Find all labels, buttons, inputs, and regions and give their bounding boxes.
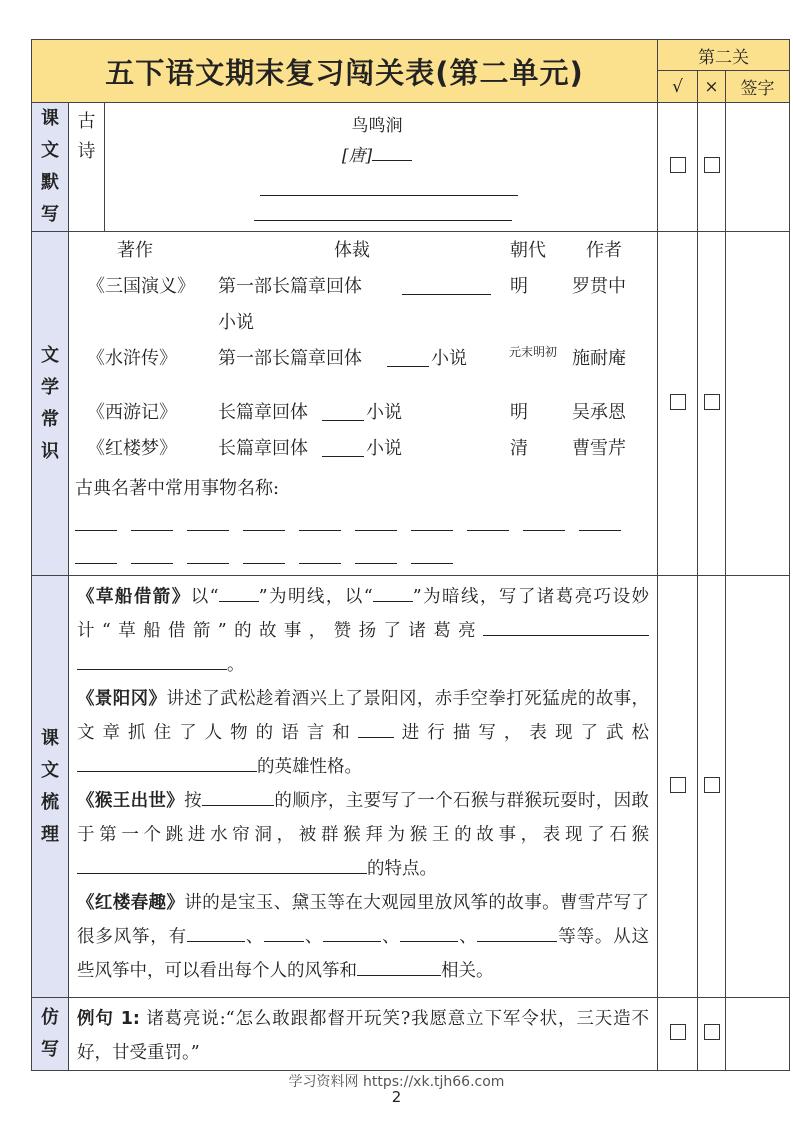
review-paragraph-2: 《景阳冈》讲述了武松趁着酒兴上了景阳冈，赤手空拳打死猛虎的故事，文章抓住了人物的语言和 进行描写，表现了武松的英雄性格。 (77, 689, 650, 777)
book-genre: 第一部长篇章回体 (218, 276, 362, 297)
genre-blank[interactable] (402, 294, 491, 295)
name-blank[interactable] (187, 530, 229, 531)
literature-knowledge-area (69, 232, 658, 576)
fill-blank[interactable] (357, 956, 427, 976)
check-cell[interactable] (658, 998, 698, 1071)
lesson-title: 《草船借箭》 (77, 587, 191, 607)
cross-box[interactable] (704, 394, 720, 410)
book-dynasty: 元末明初 (509, 345, 558, 359)
fill-blank[interactable] (373, 582, 413, 602)
cross-cell[interactable] (698, 576, 726, 998)
sign-column-header: 签字 (726, 71, 790, 103)
section-label-literature: 文 学 常 识 (32, 232, 69, 576)
fill-blank[interactable] (187, 922, 245, 942)
name-blank[interactable] (75, 530, 117, 531)
fill-blank[interactable] (202, 786, 274, 806)
sign-cell[interactable] (726, 576, 790, 998)
pass-label: 第二关 (658, 40, 790, 71)
name-blank[interactable] (523, 530, 565, 531)
imitation-area (69, 998, 658, 1071)
fill-blank[interactable] (264, 922, 304, 942)
section-label-dictation: 课 文 默 写 (32, 103, 69, 232)
check-box[interactable] (670, 1024, 686, 1040)
check-box[interactable] (670, 394, 686, 410)
book-author: 吴承恩 (572, 402, 626, 423)
book-dynasty: 清 (510, 438, 528, 459)
sign-cell[interactable] (726, 998, 790, 1071)
book-genre-suffix: 小说 (431, 348, 467, 369)
check-box[interactable] (670, 157, 686, 173)
check-column-header: √ (658, 71, 698, 103)
genre-blank[interactable] (322, 420, 364, 421)
cross-column-header: × (698, 71, 726, 103)
book-genre: 长篇章回体 (218, 402, 308, 423)
book-genre-suffix: 小说 (366, 438, 402, 459)
lesson-title: 《猴王出世》 (77, 791, 185, 811)
fill-blank[interactable] (477, 922, 557, 942)
fill-blank[interactable] (77, 650, 227, 670)
page-number: 2 (391, 1088, 402, 1106)
header-dynasty: 朝代 (510, 240, 546, 261)
sign-cell[interactable] (726, 232, 790, 576)
review-paragraph-3: 《猴王出世》按 的顺序，主要写了一个石猴与群猴玩耍时，因敢于第一个跳进水帘洞，被群猴拜为猴王的故事，表现了石猴的特点。 (77, 784, 649, 886)
review-table (31, 39, 790, 1071)
book-dynasty: 明 (510, 402, 528, 423)
name-blank[interactable] (355, 563, 397, 564)
book-title: 《三国演义》 (87, 276, 195, 297)
review-paragraph-4: 《红楼春趣》讲的是宝玉、黛玉等在大观园里放风筝的故事。曹雪芹写了很多风筝，有 、 、 、 、 等等。从这些风筝中，可以看出每个人的风筝和 相关。 (77, 893, 650, 981)
book-genre-cont: 小说 (218, 312, 254, 333)
cross-cell[interactable] (698, 232, 726, 576)
name-blank[interactable] (355, 530, 397, 531)
book-dynasty: 明 (510, 276, 528, 297)
fill-blank[interactable] (77, 854, 367, 874)
lesson-title: 《景阳冈》 (77, 689, 167, 709)
genre-blank[interactable] (322, 456, 364, 457)
fill-blank[interactable] (427, 956, 441, 976)
cross-cell[interactable] (698, 103, 726, 232)
name-blank[interactable] (243, 530, 285, 531)
poem-line-blank[interactable] (260, 171, 518, 196)
text-review-area (69, 576, 658, 998)
fill-blank[interactable] (400, 922, 458, 942)
footer-website: 学习资料网 https://xk.tjh66.com (288, 1074, 505, 1090)
cross-cell[interactable] (698, 998, 726, 1071)
poem-title: 鸟鸣涧 (351, 116, 403, 136)
name-blank[interactable] (299, 530, 341, 531)
fill-blank[interactable] (358, 718, 394, 738)
fill-blank[interactable] (77, 752, 257, 772)
header-genre: 体裁 (334, 240, 370, 261)
name-blank[interactable] (411, 563, 453, 564)
cross-box[interactable] (704, 157, 720, 173)
book-genre-suffix: 小说 (366, 402, 402, 423)
poem-author: [唐] (341, 146, 373, 166)
name-blank[interactable] (131, 563, 173, 564)
name-blank[interactable] (411, 530, 453, 531)
book-author: 曹雪芹 (572, 438, 626, 459)
example-label: 例句 1: (77, 1009, 140, 1029)
book-title: 《西游记》 (87, 402, 177, 423)
book-title: 《红楼梦》 (87, 438, 177, 459)
check-cell[interactable] (658, 576, 698, 998)
check-cell[interactable] (658, 103, 698, 232)
poem-line-blank[interactable] (254, 196, 512, 221)
book-genre: 长篇章回体 (218, 438, 308, 459)
name-blank[interactable] (299, 563, 341, 564)
review-paragraph-1: 《草船借箭》以“ ”为明线，以“ ”为暗线，写了诸葛亮巧设妙计“草船借箭”的故事，赞扬了诸葛亮。 (77, 580, 649, 682)
name-blank[interactable] (75, 563, 117, 564)
genre-blank[interactable] (387, 366, 429, 367)
name-blank[interactable] (187, 563, 229, 564)
name-blank[interactable] (579, 530, 621, 531)
book-author: 施耐庵 (572, 348, 626, 369)
page-title: 五下语文期末复习闯关表(第二单元) (32, 40, 658, 103)
header-book: 著作 (117, 240, 153, 261)
section-label-review: 课 文 梳 理 (32, 576, 69, 998)
book-genre: 第一部长篇章回体 (218, 348, 362, 369)
fill-blank[interactable] (219, 582, 259, 602)
names-prompt: 古典名著中常用事物名称: (75, 478, 280, 499)
check-box[interactable] (670, 777, 686, 793)
sign-cell[interactable] (726, 103, 790, 232)
poem-dictation-area (105, 103, 658, 232)
author-blank[interactable] (372, 141, 412, 161)
header-author: 作者 (586, 240, 622, 261)
cross-box[interactable] (704, 1024, 720, 1040)
book-title: 《水浒传》 (87, 348, 177, 369)
name-blank[interactable] (243, 563, 285, 564)
book-author: 罗贯中 (572, 276, 626, 297)
fill-blank[interactable] (323, 922, 381, 942)
poem-type-label: 古 诗 (69, 103, 105, 232)
check-cell[interactable] (658, 232, 698, 576)
fill-blank[interactable] (483, 616, 649, 636)
cross-box[interactable] (704, 777, 720, 793)
name-blank[interactable] (131, 530, 173, 531)
example-sentence: 诸葛亮说:“怎么敢跟都督开玩笑?我愿意立下军令状，三天造不好，甘受重罚。” (77, 1009, 649, 1063)
section-label-imitation: 仿 写 (32, 998, 69, 1071)
name-blank[interactable] (467, 530, 509, 531)
lesson-title: 《红楼春趣》 (77, 893, 185, 913)
